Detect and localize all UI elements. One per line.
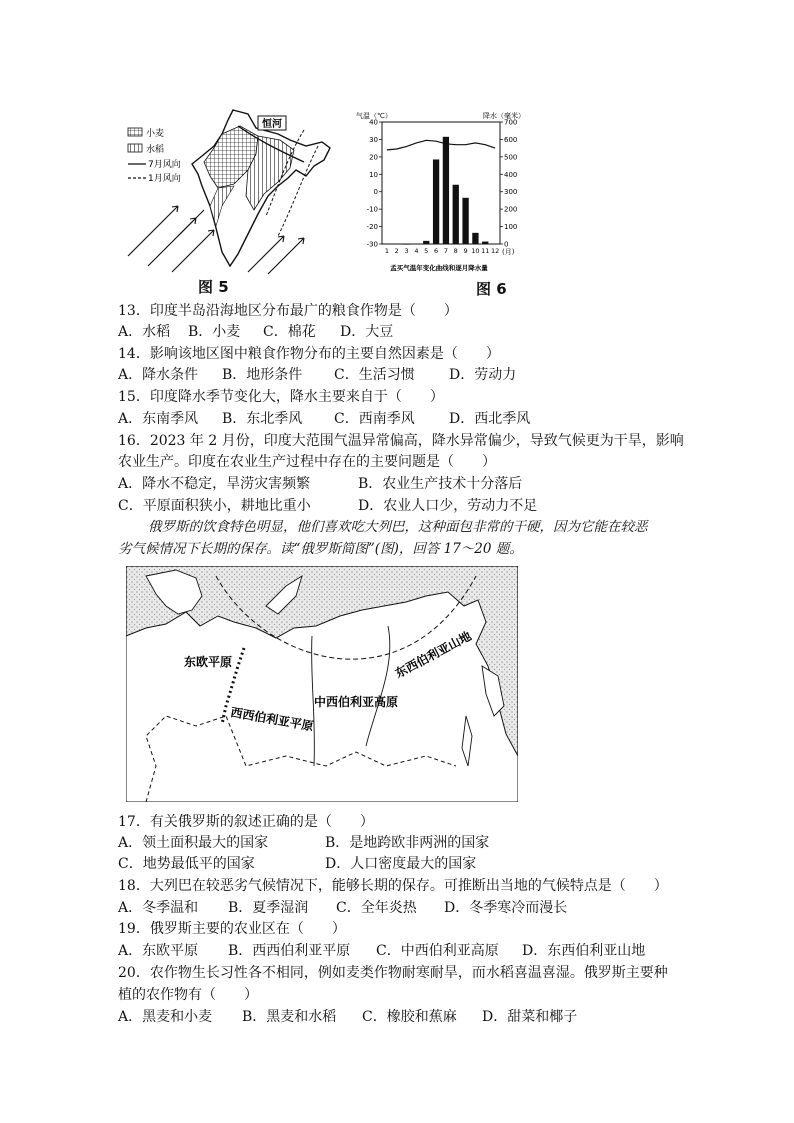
plot-area xyxy=(382,122,500,244)
question-20-stem-line1: 20．农作物生长习性各不相同，例如麦类作物耐寒耐旱，而水稻喜温喜湿。俄罗斯主要种 xyxy=(118,965,668,981)
figure-6-label: 图 6 xyxy=(476,280,507,298)
q19-option-c: C．中西伯利亚高原 xyxy=(376,943,499,959)
q18-option-b: B．夏季湿润 xyxy=(228,900,309,916)
question-20-stem-line2: 植的农作物有（ ） xyxy=(118,987,258,1003)
q17-option-c: C．地势最低平的国家 xyxy=(118,856,255,872)
left-tick-label: 20 xyxy=(369,153,378,162)
passage-line-2: 劣气候情况下长期的保存。读“俄罗斯简图”(图)，回答 17～20 题。 xyxy=(118,541,523,557)
y-left-title: 气温（℃） xyxy=(356,112,392,120)
month-tick-label: 4 xyxy=(414,247,419,255)
left-tick-label: -30 xyxy=(366,240,378,249)
right-tick-label: 700 xyxy=(504,118,518,127)
q16-option-a: A．降水不稳定，旱涝灾害频繁 xyxy=(118,476,311,492)
precipitation-bar xyxy=(394,244,400,245)
question-13-stem: 13．印度半岛沿海地区分布最广的粮食作物是（ ） xyxy=(118,303,458,319)
passage-line-1: 俄罗斯的饮食特色明显，他们喜欢吃大列巴，这种面包非常的干硬，因为它能在较恶 xyxy=(148,519,648,535)
left-tick-label: 0 xyxy=(373,188,378,197)
question-17-stem: 17．有关俄罗斯的叙述正确的是（ ） xyxy=(118,814,374,830)
q16-option-b: B．农业生产技术十分落后 xyxy=(358,476,523,492)
right-tick-label: 500 xyxy=(504,153,518,162)
q20-option-a: A．黑麦和小麦 xyxy=(118,1009,213,1025)
precipitation-bar xyxy=(384,244,390,245)
precipitation-bar xyxy=(492,244,498,245)
legend-rice: 水稻 xyxy=(146,145,165,155)
month-tick-label: 9 xyxy=(463,247,468,255)
question-19-stem: 19．俄罗斯主要的农业区在（ ） xyxy=(118,921,346,937)
figure-6-climate-chart xyxy=(352,108,527,276)
month-tick-label: 7 xyxy=(443,247,448,255)
precipitation-bar xyxy=(482,242,488,244)
precipitation-bar xyxy=(462,198,468,244)
q13-option-a: A．水稻 xyxy=(118,324,171,340)
left-tick-label: -20 xyxy=(366,223,378,232)
question-14-stem: 14．影响该地区图中粮食作物分布的主要自然因素是（ ） xyxy=(118,346,500,362)
q15-option-a: A．东南季风 xyxy=(118,411,199,427)
precipitation-bar xyxy=(413,244,419,245)
q20-option-d: D．甜菜和椰子 xyxy=(482,1009,578,1025)
month-tick-label: 1 xyxy=(384,247,389,255)
q14-option-d: D．劳动力 xyxy=(449,367,517,383)
month-tick-label: 2 xyxy=(394,247,399,255)
q13-option-d: D．大豆 xyxy=(340,324,394,340)
right-tick-label: 200 xyxy=(504,205,518,214)
legend-wheat: 小麦 xyxy=(146,129,165,139)
right-tick-label: 400 xyxy=(504,170,518,179)
month-unit: (月) xyxy=(502,248,515,256)
q20-option-b: B．黑麦和水稻 xyxy=(242,1009,337,1025)
month-tick-label: 11 xyxy=(481,247,490,255)
q19-option-d: D．东西伯利亚山地 xyxy=(522,943,646,959)
precipitation-bar xyxy=(472,233,478,244)
left-tick-label: 40 xyxy=(369,118,378,127)
precipitation-bar xyxy=(403,244,409,245)
legend-january-wind: 1月风向 xyxy=(148,174,181,184)
figure-5-india-map xyxy=(118,106,343,278)
label-central-siberian-plateau: 中西伯利亚高原 xyxy=(314,695,399,709)
label-west-siberian-plain: 西西伯利亚平原 xyxy=(229,705,315,734)
q13-option-c: C．棉花 xyxy=(263,324,316,340)
legend-july-wind: 7月风向 xyxy=(148,160,181,170)
q18-option-c: C．全年炎热 xyxy=(336,900,417,916)
q16-option-d: D．农业人口少，劳动力不足 xyxy=(358,498,538,514)
left-tick-label: 10 xyxy=(369,170,378,179)
precipitation-bar xyxy=(443,137,449,244)
river-label: 恒河 xyxy=(262,119,282,130)
q17-option-b: B．是地跨欧非两洲的国家 xyxy=(325,835,490,851)
right-tick-label: 100 xyxy=(504,223,518,232)
q15-option-d: D．西北季风 xyxy=(449,411,531,427)
figure-5-label: 图 5 xyxy=(198,278,229,296)
q15-option-c: C．西南季风 xyxy=(334,411,415,427)
climate-chart-svg xyxy=(352,108,527,276)
q19-option-a: A．东欧平原 xyxy=(118,943,199,959)
month-tick-label: 10 xyxy=(471,247,480,255)
label-east-siberian-mountains: 东西伯利亚山地 xyxy=(392,628,474,681)
left-tick-label: 30 xyxy=(369,135,378,144)
month-tick-label: 5 xyxy=(424,247,429,255)
russia-map xyxy=(126,566,518,802)
label-east-european-plain: 东欧平原 xyxy=(184,655,233,669)
right-tick-label: 300 xyxy=(504,188,518,197)
q18-option-a: A．冬季温和 xyxy=(118,900,199,916)
month-tick-label: 12 xyxy=(490,247,500,255)
q17-option-d: D．人口密度最大的国家 xyxy=(325,856,477,872)
month-tick-label: 6 xyxy=(434,247,439,255)
right-tick-label: 0 xyxy=(504,240,509,249)
month-tick-label: 8 xyxy=(453,247,458,255)
right-tick-label: 600 xyxy=(504,135,518,144)
india-map-svg xyxy=(118,106,343,278)
question-18-stem: 18．大列巴在较恶劣气候情况下，能够长期的保存。可推断出当地的气候特点是（ ） xyxy=(118,878,668,894)
q19-option-b: B．西西伯利亚平原 xyxy=(228,943,351,959)
precipitation-bar xyxy=(433,159,439,244)
precipitation-bar xyxy=(453,185,459,244)
q14-option-b: B．地形条件 xyxy=(222,367,303,383)
q13-option-b: B．小麦 xyxy=(188,324,241,340)
q20-option-c: C．橡胶和蕉麻 xyxy=(362,1009,457,1025)
q14-option-a: A．降水条件 xyxy=(118,367,199,383)
question-15-stem: 15．印度降水季节变化大，降水主要来自于（ ） xyxy=(118,389,444,405)
month-tick-label: 3 xyxy=(404,247,409,255)
chart-caption: 孟买气温年变化曲线和逐月降水量 xyxy=(390,264,488,272)
q14-option-c: C．生活习惯 xyxy=(334,367,415,383)
q18-option-d: D．冬季寒冷而漫长 xyxy=(444,900,568,916)
precipitation-bar xyxy=(423,241,429,244)
question-16-stem-line2: 农业生产。印度在农业生产过程中存在的主要问题是（ ） xyxy=(118,454,496,470)
left-tick-label: -10 xyxy=(366,205,378,214)
q15-option-b: B．东北季风 xyxy=(222,411,303,427)
russia-map-svg xyxy=(126,566,518,802)
y-right-title: 降水（毫米） xyxy=(483,112,525,120)
question-16-stem-line1: 16．2023 年 2 月份，印度大范围气温异常偏高，降水异常偏少，导致气候更为干旱，影响 xyxy=(118,433,684,449)
q17-option-a: A．领土面积最大的国家 xyxy=(118,835,269,851)
q16-option-c: C．平原面积狭小，耕地比重小 xyxy=(118,498,311,514)
